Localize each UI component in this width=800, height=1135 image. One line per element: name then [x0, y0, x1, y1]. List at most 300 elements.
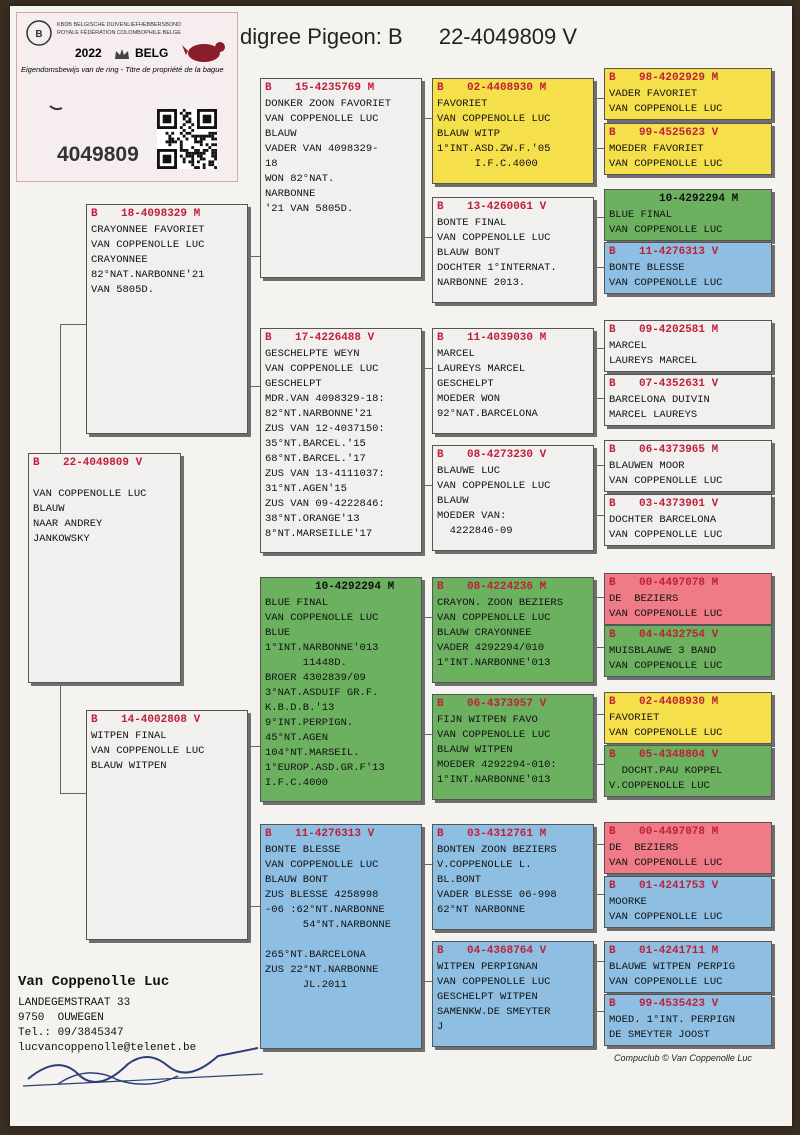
pedigree-connector [60, 793, 86, 794]
grandparent-card [260, 824, 422, 1049]
g4-ancestor-card-line: BONTE BLESSE [609, 262, 685, 274]
g4-ancestor-card-header [609, 126, 767, 142]
owner-street: LANDEGEMSTRAAT 33 [18, 997, 131, 1009]
grandparent-card-line: 11448D. [265, 657, 347, 669]
pigeon-card-line [33, 472, 176, 487]
great-grandparent-card-header [437, 944, 589, 960]
g4-ancestor-card-ring: 02-4408930 M [639, 696, 719, 708]
g4-ancestor-card-header [609, 192, 767, 208]
great-grandparent-card-line: VAN COPPENOLLE LUC [437, 612, 551, 624]
pigeon-card-line: NAAR ANDREY [33, 518, 103, 530]
g4-ancestor-card-header [609, 879, 767, 895]
owner-name: Van Coppenolle Luc [18, 974, 170, 990]
great-grandparent-card-line: FIJN WITPEN FAVO [437, 714, 538, 726]
pedigree-connector [594, 764, 604, 765]
grandparent-card-line: K.B.D.B.'13 [265, 702, 335, 714]
g4-ancestor-card-line: DOCHT.PAU KOPPEL [609, 765, 723, 777]
mother-card-line: VAN COPPENOLLE LUC [91, 745, 205, 757]
pedigree-connector [594, 647, 604, 648]
great-grandparent-card-line: GESCHELPT [437, 378, 494, 390]
g4-ancestor-card-line: BLUE FINAL [609, 209, 673, 221]
g4-ancestor-card-line: VAN COPPENOLLE LUC [609, 911, 723, 923]
g4-ancestor-card-country: B [609, 378, 616, 390]
g4-ancestor-card-header [609, 443, 767, 459]
g4-ancestor-card-line: VAN COPPENOLLE LUC [609, 660, 723, 672]
g4-ancestor-card-country: B [609, 629, 616, 641]
g4-ancestor-card-line: VAN COPPENOLLE LUC [609, 103, 723, 115]
g4-ancestor-card [604, 625, 772, 677]
great-grandparent-card-country: B [437, 698, 444, 710]
pedigree-connector [594, 515, 604, 516]
ring-number: 4049809 [57, 143, 139, 166]
crown-icon [113, 47, 131, 61]
g4-ancestor-card [604, 374, 772, 426]
g4-ancestor-card-line: VAN COPPENOLLE LUC [609, 608, 723, 620]
great-grandparent-card-country: B [437, 201, 444, 213]
owner-email: lucvancoppenolle@telenet.be [18, 1042, 197, 1054]
great-grandparent-card [432, 78, 594, 184]
g4-ancestor-card-line: VAN COPPENOLLE LUC [609, 727, 723, 739]
great-grandparent-card-line: V.COPPENOLLE L. [437, 859, 532, 871]
g4-ancestor-card-country: B [609, 945, 616, 957]
g4-ancestor-card-header [609, 944, 767, 960]
great-grandparent-card-country: B [437, 581, 444, 593]
great-grandparent-card-country: B [437, 945, 444, 957]
grandparent-card-line: 35°NT.BARCEL.'15 [265, 438, 366, 450]
pedigree-connector [594, 1011, 604, 1012]
mother-card-country: B [91, 714, 98, 726]
great-grandparent-card-line: BLAUW [437, 495, 469, 507]
pedigree-sheet [10, 6, 792, 1126]
pedigree-connector [594, 98, 604, 99]
ownership-caption: Eigendomsbewijs van de ring - Titre de propriété de la bague [21, 65, 224, 74]
great-grandparent-card-ring: 13-4260061 V [467, 201, 547, 213]
pigeon-card-header [33, 456, 176, 472]
g4-ancestor-card-ring: 06-4373965 M [639, 444, 719, 456]
g4-ancestor-card [604, 994, 772, 1046]
great-grandparent-card-line: 1°INT.ASD.ZW.F.'05 [437, 143, 551, 155]
g4-ancestor-card-ring: 00-4497078 M [639, 577, 719, 589]
father-card-line: 82°NAT.NARBONNE'21 [91, 269, 205, 281]
g4-ancestor-card-line: DE BEZIERS [609, 842, 679, 854]
great-grandparent-card-line: BLAUWE LUC [437, 465, 501, 477]
pedigree-connector [594, 217, 604, 218]
grandparent-card-line: 38°NT.ORANGE'13 [265, 513, 360, 525]
grandparent-card-country: B [265, 828, 272, 840]
pedigree-connector [594, 398, 604, 399]
pedigree-connector [594, 148, 604, 149]
grandparent-card-header [265, 580, 417, 596]
great-grandparent-card-line: 92°NAT.BARCELONA [437, 408, 538, 420]
g4-ancestor-card-line: FAVORIET [609, 712, 660, 724]
grandparent-card-line: VAN COPPENOLLE LUC [265, 612, 379, 624]
pedigree-connector [594, 844, 604, 845]
grandparent-card-line: 82°NT.NARBONNE'21 [265, 408, 373, 420]
g4-ancestor-card [604, 68, 772, 120]
great-grandparent-card-ring: 08-4273230 V [467, 449, 547, 461]
g4-ancestor-card-line: MUISBLAUWE 3 BAND [609, 645, 717, 657]
g4-ancestor-card-ring: 98-4202929 M [639, 72, 719, 84]
g4-ancestor-card-line: MOEDER FAVORIET [609, 143, 704, 155]
great-grandparent-card [432, 941, 594, 1047]
great-grandparent-card-line: GESCHELPT WITPEN [437, 991, 538, 1003]
g4-ancestor-card-country: B [609, 577, 616, 589]
father-card-line: CRAYONNEE [91, 254, 148, 266]
grandparent-card-line: BLUE FINAL [265, 597, 329, 609]
g4-ancestor-card-header [609, 71, 767, 87]
g4-ancestor-card-header [609, 323, 767, 339]
g4-ancestor-card [604, 320, 772, 372]
g4-ancestor-card-ring: 99-4535423 V [639, 998, 719, 1010]
grandparent-card-line: BLAUW [265, 128, 297, 140]
title-prefix: digree Pigeon: [240, 24, 382, 49]
g4-ancestor-card-line: MARCEL [609, 340, 647, 352]
grandparent-card-line: BROER 4302839/09 [265, 672, 366, 684]
g4-ancestor-card-line: VAN COPPENOLLE LUC [609, 475, 723, 487]
signature [18, 1034, 268, 1094]
grandparent-card-line: GESCHELPT [265, 378, 322, 390]
great-grandparent-card-line: J [437, 1021, 444, 1033]
g4-ancestor-card-header [609, 695, 767, 711]
grandparent-card-line: 1°INT.NARBONNE'013 [265, 642, 379, 654]
pedigree-connector [422, 368, 432, 369]
g4-ancestor-card-line: DE BEZIERS [609, 593, 679, 605]
grandparent-card-line: ZUS BLESSE 4258998 [265, 889, 379, 901]
g4-ancestor-card [604, 242, 772, 294]
grandparent-card-line: ZUS VAN 09-4222846: [265, 498, 385, 510]
great-grandparent-card-ring: 11-4039030 M [467, 332, 547, 344]
g4-ancestor-card [604, 692, 772, 744]
great-grandparent-card [432, 577, 594, 683]
great-grandparent-card-line: BONTE FINAL [437, 217, 507, 229]
great-grandparent-card-country: B [437, 449, 444, 461]
g4-ancestor-card [604, 123, 772, 175]
great-grandparent-card-line: MOEDER VAN: [437, 510, 507, 522]
federation-line-2: ROYALE FÉDÉRATION COLOMBOPHILE BELGE [57, 30, 181, 36]
great-grandparent-card-header [437, 331, 589, 347]
g4-ancestor-card-ring: 01-4241753 V [639, 880, 719, 892]
g4-ancestor-card [604, 745, 772, 797]
g4-ancestor-card-ring: 05-4348804 V [639, 749, 719, 761]
grandparent-card-line: ZUS VAN 13-4111037: [265, 468, 385, 480]
grandparent-card-line: 265°NT.BARCELONA [265, 949, 366, 961]
pedigree-connector [60, 324, 61, 453]
great-grandparent-card-country: B [437, 82, 444, 94]
father-card-line: VAN 5805D. [91, 284, 155, 296]
g4-ancestor-card-country: B [609, 246, 616, 258]
g4-ancestor-card-country: B [609, 72, 616, 84]
great-grandparent-card-ring: 06-4373957 V [467, 698, 547, 710]
grandparent-card-line: BLAUW BONT [265, 874, 329, 886]
g4-ancestor-card-ring: 01-4241711 M [639, 945, 719, 957]
great-grandparent-card-header [437, 448, 589, 464]
g4-ancestor-card-ring: 11-4276313 V [639, 246, 719, 258]
pigeon-card-line: JANKOWSKY [33, 533, 90, 545]
credit-line: Compuclub © Van Coppenolle Luc [614, 1053, 752, 1063]
great-grandparent-card [432, 694, 594, 800]
great-grandparent-card-line: VADER BLESSE 06-998 [437, 889, 557, 901]
grandparent-card-line: VADER VAN 4098329- [265, 143, 379, 155]
pedigree-connector [594, 961, 604, 962]
grandparent-card [260, 328, 422, 553]
g4-ancestor-card-line: MOORKE [609, 896, 647, 908]
grandparent-card-ring: 17-4226488 V [295, 332, 375, 344]
great-grandparent-card-line: DOCHTER 1°INTERNAT. [437, 262, 557, 274]
great-grandparent-card-line: BLAUW WITPEN [437, 744, 513, 756]
grandparent-card-country: B [265, 332, 272, 344]
great-grandparent-card-line: MOEDER WON [437, 393, 501, 405]
g4-ancestor-card-line: VAN COPPENOLLE LUC [609, 976, 723, 988]
grandparent-card-line: BLUE [265, 627, 291, 639]
pigeon-card-line: VAN COPPENOLLE LUC [33, 488, 147, 500]
g4-ancestor-card-country: B [609, 498, 616, 510]
grandparent-card-line: I.F.C.4000 [265, 777, 329, 789]
great-grandparent-card [432, 824, 594, 930]
title-ring: 22-4049809 V [438, 24, 578, 49]
g4-ancestor-card-header [609, 576, 767, 592]
grandparent-card-line: ZUS VAN 12-4037150: [265, 423, 385, 435]
grandparent-card-line: 54°NT.NARBONNE [265, 919, 392, 931]
pedigree-connector [248, 256, 260, 257]
pigeon-emblem-icon [182, 37, 230, 67]
great-grandparent-card-line: 1°INT.NARBONNE'013 [437, 774, 551, 786]
grandparent-card-line: 3°NAT.ASDUIF GR.F. [265, 687, 379, 699]
pigeon-card-line: BLAUW [33, 503, 65, 515]
qr-code [157, 109, 217, 169]
great-grandparent-card-line: BL.BONT [437, 874, 482, 886]
federation-line-1: KBDB BELGISCHE DUIVENLIEFHEBBERSBOND [57, 22, 182, 28]
great-grandparent-card-line: FAVORIET [437, 98, 488, 110]
great-grandparent-card-line: VAN COPPENOLLE LUC [437, 976, 551, 988]
great-grandparent-card-header [437, 81, 589, 97]
g4-ancestor-card-country: B [609, 826, 616, 838]
great-grandparent-card-line: VAN COPPENOLLE LUC [437, 113, 551, 125]
pedigree-connector [422, 617, 432, 618]
grandparent-card-line: MDR.VAN 4098329-18: [265, 393, 385, 405]
grandparent-card-line: ZUS 22°NT.NARBONNE [265, 964, 379, 976]
g4-ancestor-card-country: B [609, 324, 616, 336]
great-grandparent-card-line: 62°NT NARBONNE [437, 904, 526, 916]
great-grandparent-card-header [437, 200, 589, 216]
grandparent-card-ring: 10-4292294 M [315, 581, 395, 593]
grandparent-card-line: 31°NT.AGEN'15 [265, 483, 347, 495]
g4-ancestor-card-line: V.COPPENOLLE LUC [609, 780, 710, 792]
g4-ancestor-card [604, 941, 772, 993]
g4-ancestor-card [604, 822, 772, 874]
pedigree-connector [594, 894, 604, 895]
grandparent-card-header [265, 331, 417, 347]
pedigree-connector [60, 324, 86, 325]
great-grandparent-card-header [437, 580, 589, 596]
g4-ancestor-card-line: VAN COPPENOLLE LUC [609, 224, 723, 236]
dash-mark-icon [49, 105, 63, 111]
g4-ancestor-card-line: VAN COPPENOLLE LUC [609, 529, 723, 541]
pedigree-connector [248, 906, 260, 907]
g4-ancestor-card-line: DOCHTER BARCELONA [609, 514, 717, 526]
g4-ancestor-card-header [609, 748, 767, 764]
grandparent-card-line: VAN COPPENOLLE LUC [265, 859, 379, 871]
grandparent-card-line: 104°NT.MARSEIL. [265, 747, 360, 759]
great-grandparent-card-line: BLAUW BONT [437, 247, 501, 259]
pedigree-connector [422, 864, 432, 865]
g4-ancestor-card-line: MOED. 1°INT. PERPIGN [609, 1014, 736, 1026]
g4-ancestor-card-line: BLAUWE WITPEN PERPIG [609, 961, 736, 973]
great-grandparent-card-line: BLAUW CRAYONNEE [437, 627, 532, 639]
g4-ancestor-card-header [609, 245, 767, 261]
great-grandparent-card-line: VAN COPPENOLLE LUC [437, 729, 551, 741]
great-grandparent-card-line: BONTEN ZOON BEZIERS [437, 844, 557, 856]
great-grandparent-card-ring: 02-4408930 M [467, 82, 547, 94]
great-grandparent-card-line: SAMENKW.DE SMEYTER [437, 1006, 551, 1018]
pedigree-connector [422, 118, 432, 119]
g4-ancestor-card-country: B [609, 880, 616, 892]
g4-ancestor-card-header [609, 497, 767, 513]
grandparent-card-line: NARBONNE [265, 188, 316, 200]
great-grandparent-card-ring: 03-4312761 M [467, 828, 547, 840]
pedigree-connector [594, 597, 604, 598]
grandparent-card-line: VAN COPPENOLLE LUC [265, 363, 379, 375]
pedigree-connector [594, 267, 604, 268]
grandparent-card-line [265, 933, 417, 948]
g4-ancestor-card-line: DE SMEYTER JOOST [609, 1029, 710, 1041]
mother-card-line: WITPEN FINAL [91, 730, 167, 742]
grandparent-card-line: WON 82°NAT. [265, 173, 335, 185]
g4-ancestor-card-header [609, 628, 767, 644]
g4-ancestor-card-ring: 07-4352631 V [639, 378, 719, 390]
great-grandparent-card-line: I.F.C.4000 [437, 158, 538, 170]
father-card-line: CRAYONNEE FAVORIET [91, 224, 205, 236]
grandparent-card-line: 9°INT.PERPIGN. [265, 717, 354, 729]
father-card-header [91, 207, 243, 223]
g4-ancestor-card-line: VAN COPPENOLLE LUC [609, 857, 723, 869]
grandparent-card-line: 45°NT.AGEN [265, 732, 329, 744]
great-grandparent-card-line: VADER 4292294/010 [437, 642, 545, 654]
g4-ancestor-card-country: B [609, 444, 616, 456]
father-card-line: VAN COPPENOLLE LUC [91, 239, 205, 251]
g4-ancestor-card [604, 876, 772, 928]
g4-ancestor-card-country: B [609, 696, 616, 708]
great-grandparent-card-line: LAUREYS MARCEL [437, 363, 526, 375]
pedigree-connector [594, 714, 604, 715]
pigeon-card-country: B [33, 457, 40, 469]
owner-block [18, 974, 278, 1056]
grandparent-card-country: B [265, 82, 272, 94]
g4-ancestor-card-ring: 99-4525623 V [639, 127, 719, 139]
g4-ancestor-card-line: VADER FAVORIET [609, 88, 698, 100]
mother-card-line: BLAUW WITPEN [91, 760, 167, 772]
g4-ancestor-card-country: B [609, 998, 616, 1010]
page-title [240, 24, 577, 50]
owner-phone: Tel.: 09/3845347 [18, 1027, 124, 1039]
grandparent-card-line: JL.2011 [265, 979, 347, 991]
ring-ownership-card [16, 12, 238, 182]
grandparent-card-line: -06 :62°NT.NARBONNE [265, 904, 385, 916]
grandparent-card-line: GESCHELPTE WEYN [265, 348, 360, 360]
great-grandparent-card-line: MARCEL [437, 348, 475, 360]
pedigree-connector [594, 348, 604, 349]
grandparent-card-ring: 15-4235769 M [295, 82, 375, 94]
great-grandparent-card-header [437, 827, 589, 843]
g4-ancestor-card-header [609, 825, 767, 841]
g4-ancestor-card [604, 494, 772, 546]
kbdb-logo [23, 19, 55, 49]
great-grandparent-card-line: MOEDER 4292294-010: [437, 759, 557, 771]
great-grandparent-card-line: BLAUW WITP [437, 128, 501, 140]
mother-card-header [91, 713, 243, 729]
g4-ancestor-card-line: VAN COPPENOLLE LUC [609, 158, 723, 170]
great-grandparent-card-ring: 04-4368764 V [467, 945, 547, 957]
g4-ancestor-card-line: BARCELONA DUIVIN [609, 394, 710, 406]
pedigree-connector [248, 746, 260, 747]
great-grandparent-card-line: CRAYON. ZOON BEZIERS [437, 597, 564, 609]
great-grandparent-card-country: B [437, 828, 444, 840]
g4-ancestor-card-line: BLAUWEN MOOR [609, 460, 685, 472]
g4-ancestor-card [604, 573, 772, 625]
grandparent-card-line: 18 [265, 158, 278, 170]
great-grandparent-card [432, 328, 594, 434]
pigeon-card-ring: 22-4049809 V [63, 457, 143, 469]
title-country: B [388, 24, 403, 49]
pedigree-connector [60, 683, 61, 793]
great-grandparent-card-line: WITPEN PERPIGNAN [437, 961, 538, 973]
great-grandparent-card-line: NARBONNE 2013. [437, 277, 526, 289]
grandparent-card-header [265, 81, 417, 97]
g4-ancestor-card-line: LAUREYS MARCEL [609, 355, 698, 367]
grandparent-card-ring: 11-4276313 V [295, 828, 375, 840]
mother-card-ring: 14-4002808 V [121, 714, 201, 726]
owner-city: 9750 OUWEGEN [18, 1012, 104, 1024]
pedigree-connector [248, 386, 260, 387]
pedigree-connector [594, 465, 604, 466]
pedigree-connector [422, 734, 432, 735]
g4-ancestor-card-country: B [609, 749, 616, 761]
g4-ancestor-card-header [609, 377, 767, 393]
great-grandparent-card-ring: 08-4224236 M [467, 581, 547, 593]
great-grandparent-card-line: 1°INT.NARBONNE'013 [437, 657, 551, 669]
pedigree-connector [422, 981, 432, 982]
g4-ancestor-card-ring: 03-4373901 V [639, 498, 719, 510]
great-grandparent-card-country: B [437, 332, 444, 344]
pigeon-card [28, 453, 181, 683]
grandparent-card-line: 8°NT.MARSEILLE'17 [265, 528, 373, 540]
grandparent-card [260, 78, 422, 278]
g4-ancestor-card-line: VAN COPPENOLLE LUC [609, 277, 723, 289]
g4-ancestor-card-ring: 10-4292294 M [659, 193, 739, 205]
g4-ancestor-card [604, 189, 772, 241]
grandparent-card-line: '21 VAN 5805D. [265, 203, 354, 215]
grandparent-card-line: 68°NT.BARCEL.'17 [265, 453, 366, 465]
great-grandparent-card [432, 445, 594, 551]
father-card-country: B [91, 208, 98, 220]
g4-ancestor-card [604, 440, 772, 492]
great-grandparent-card [432, 197, 594, 303]
g4-ancestor-card-header [609, 997, 767, 1013]
grandparent-card-line: VAN COPPENOLLE LUC [265, 113, 379, 125]
mother-card [86, 710, 248, 940]
grandparent-card-line: DONKER ZOON FAVORIET [265, 98, 392, 110]
g4-ancestor-card-ring: 00-4497078 M [639, 826, 719, 838]
father-card [86, 204, 248, 434]
g4-ancestor-card-ring: 04-4432754 V [639, 629, 719, 641]
grandparent-card-header [265, 827, 417, 843]
grandparent-card [260, 577, 422, 802]
g4-ancestor-card-country: B [609, 127, 616, 139]
great-grandparent-card-header [437, 697, 589, 713]
svg-text:B: B [35, 29, 43, 40]
pedigree-connector [422, 485, 432, 486]
g4-ancestor-card-line: MARCEL LAUREYS [609, 409, 698, 421]
grandparent-card-line: 1°EUROP.ASD.GR.F'13 [265, 762, 385, 774]
